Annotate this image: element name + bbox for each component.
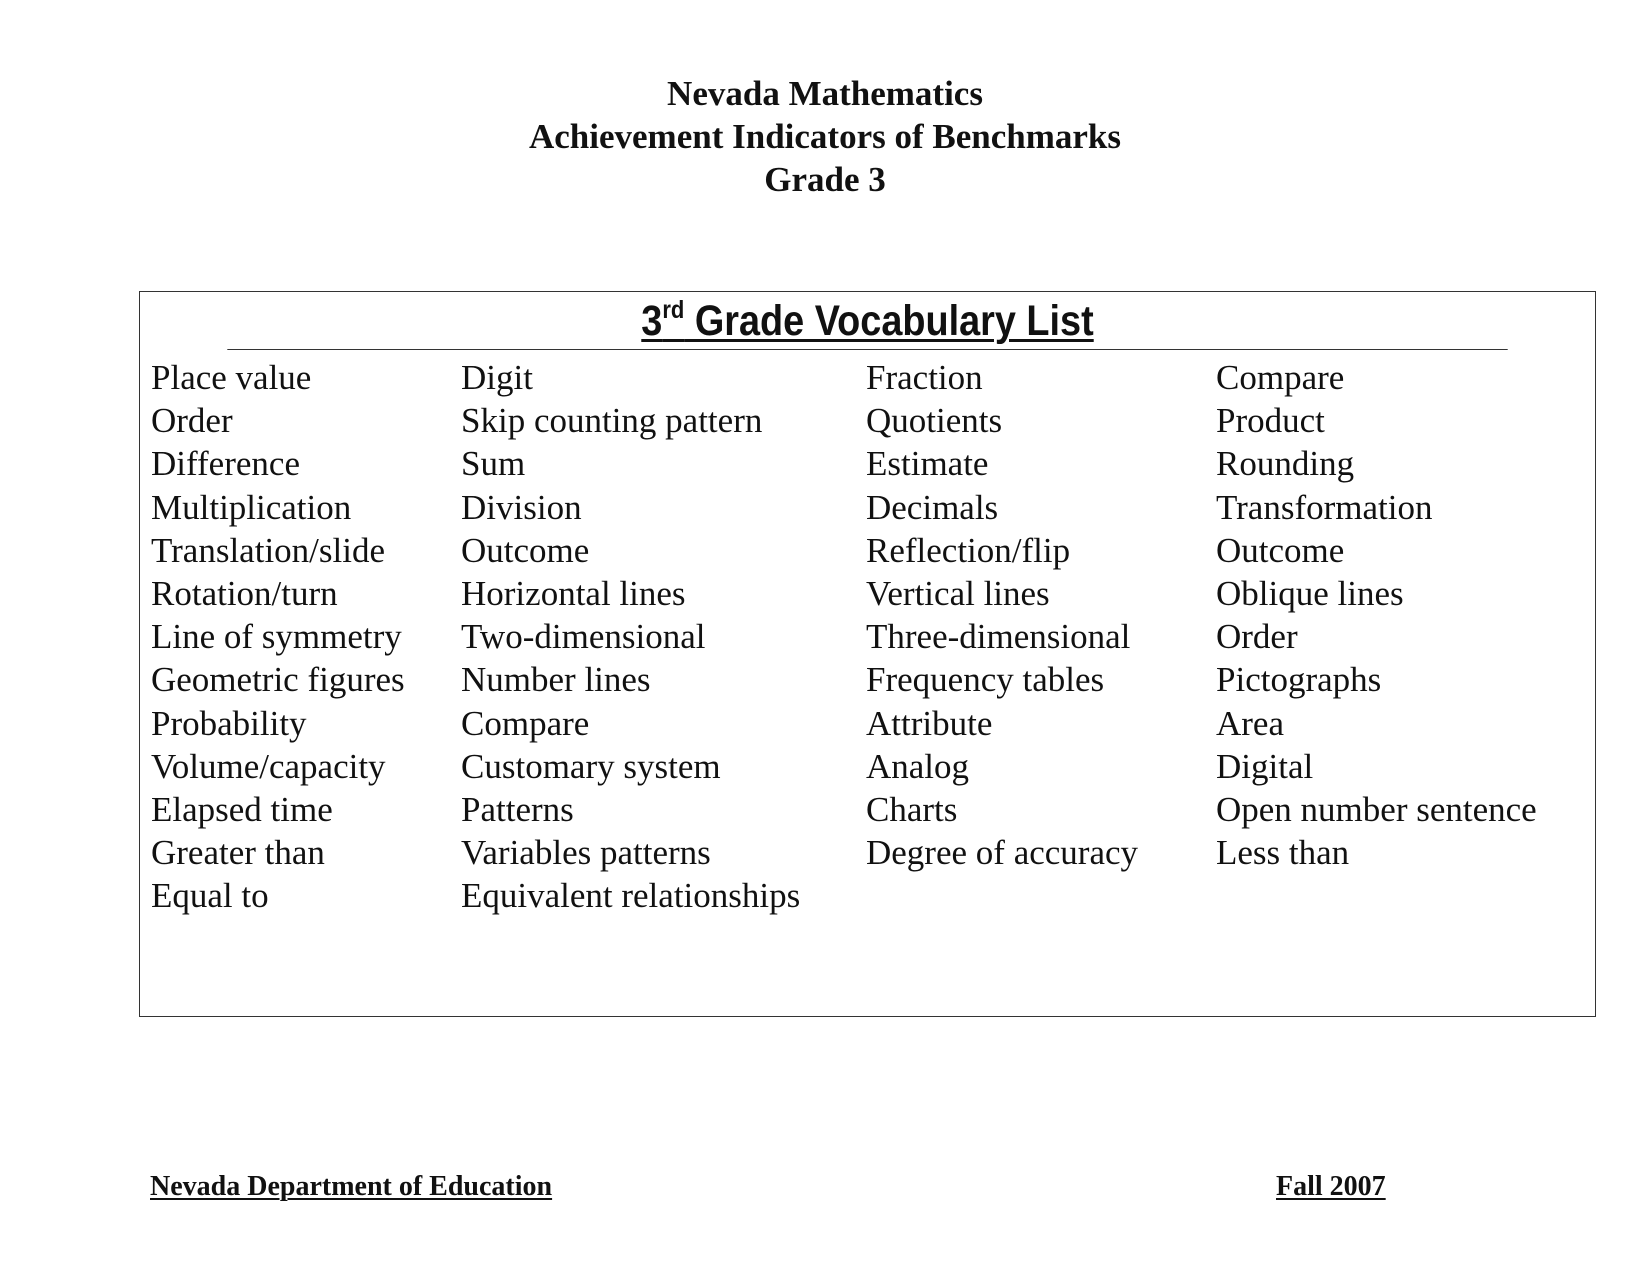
header-subtitle: Achievement Indicators of Benchmarks [528, 117, 1122, 156]
vocabulary-term: Line of symmetry [151, 617, 402, 657]
vocabulary-term: Three-dimensional [866, 617, 1131, 657]
vocabulary-term: Compare [1216, 358, 1345, 397]
vocabulary-term: Geometric figures [151, 660, 405, 700]
vocabulary-term: Rounding [1216, 444, 1355, 484]
vocabulary-term: Equal to [151, 876, 269, 916]
vocabulary-term: Skip counting pattern [461, 401, 763, 441]
vocabulary-term: Vertical lines [866, 573, 1050, 613]
vocabulary-term: Horizontal lines [461, 573, 686, 613]
vocabulary-term: Compare [461, 703, 590, 743]
vocabulary-term: Number lines [461, 660, 651, 700]
vocabulary-term: Order [1216, 617, 1298, 657]
vocabulary-term: Open number sentence [1216, 789, 1537, 829]
document-header [0, 72, 1650, 201]
vocabulary-term: Pictographs [1216, 660, 1382, 700]
vocabulary-term: Charts [866, 789, 958, 829]
vocabulary-term: Fraction [866, 358, 983, 397]
vocabulary-term: Patterns [461, 789, 574, 829]
footer-date: Fall 2007 [1276, 1171, 1386, 1202]
vocabulary-box [139, 291, 1596, 1017]
vocabulary-term: Outcome [461, 530, 590, 570]
vocabulary-term: Division [461, 487, 582, 527]
title-number: 3 [641, 297, 663, 345]
vocabulary-term: Quotients [866, 401, 1003, 441]
vocabulary-term: Place value [151, 358, 312, 397]
vocabulary-term: Decimals [866, 487, 999, 527]
vocabulary-term: Degree of accuracy [866, 833, 1139, 873]
vocabulary-term: Order [151, 401, 233, 441]
vocabulary-term: Analog [866, 746, 970, 786]
vocabulary-term: Probability [151, 703, 307, 743]
vocabulary-term: Attribute [866, 703, 993, 743]
vocabulary-term: Frequency tables [866, 660, 1105, 700]
vocabulary-term: Volume/capacity [151, 746, 386, 786]
vocabulary-term: Less than [1216, 833, 1350, 873]
vocabulary-term: Variables patterns [461, 833, 711, 873]
vocabulary-term: Area [1216, 703, 1285, 743]
vocabulary-term: Two-dimensional [461, 617, 706, 657]
vocabulary-term: Equivalent relationships [461, 876, 801, 916]
vocabulary-term: Customary system [461, 746, 721, 786]
vocabulary-list-title [227, 292, 1507, 350]
vocabulary-term: Outcome [1216, 530, 1345, 570]
vocabulary-term: Rotation/turn [151, 573, 338, 613]
vocabulary-term [1216, 874, 1576, 917]
vocabulary-term: Elapsed time [151, 789, 333, 829]
vocabulary-term: Estimate [866, 444, 989, 484]
vocabulary-term: Transformation [1216, 487, 1433, 527]
vocabulary-term: Sum [461, 444, 526, 484]
vocabulary-term: Translation/slide [151, 530, 385, 570]
vocabulary-term: Digit [461, 358, 533, 397]
vocabulary-term: Oblique lines [1216, 573, 1404, 613]
vocabulary-term: Greater than [151, 833, 325, 873]
header-grade: Grade 3 [764, 160, 886, 199]
vocabulary-term [866, 874, 1216, 917]
title-text-rest: Grade Vocabulary List [684, 297, 1094, 345]
vocabulary-term: Product [1216, 401, 1325, 441]
vocabulary-grid [151, 356, 1576, 917]
footer-department: Nevada Department of Education [150, 1171, 553, 1202]
vocabulary-term: Multiplication [151, 487, 352, 527]
title-ordinal-suffix: rd [662, 296, 685, 324]
vocabulary-term: Reflection/flip [866, 530, 1071, 570]
vocabulary-term: Difference [151, 444, 300, 484]
header-title: Nevada Mathematics [667, 74, 983, 113]
vocabulary-term: Digital [1216, 746, 1314, 786]
